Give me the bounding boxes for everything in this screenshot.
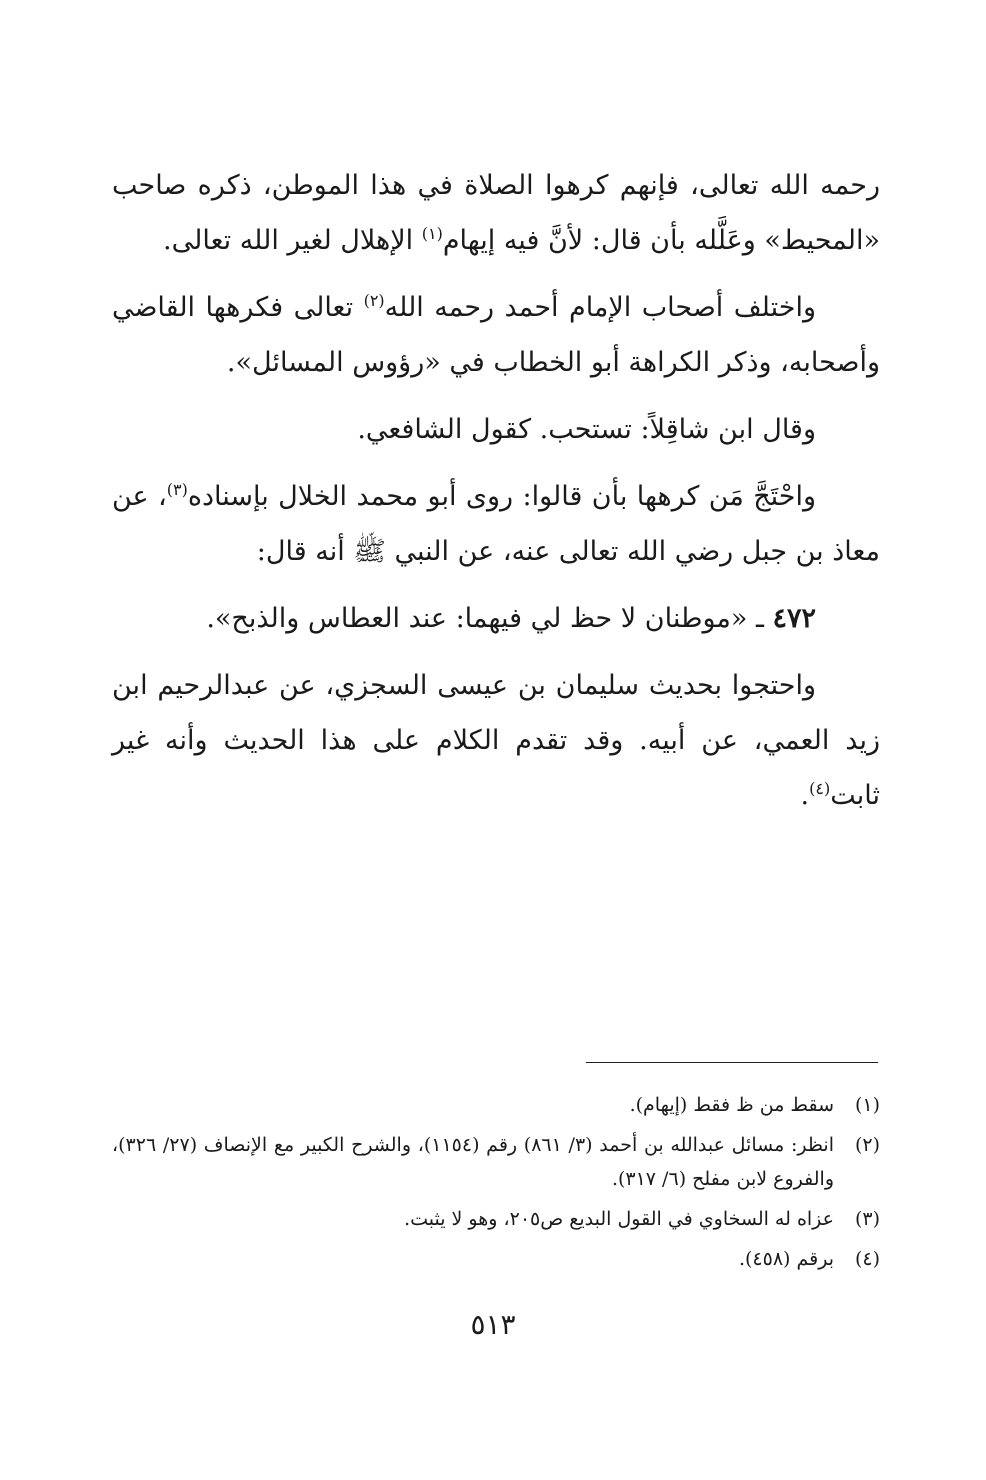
hadith-number: ٤٧٢: [772, 603, 816, 634]
footnote-text: انظر: مسائل عبدالله بن أحمد (٣/ ٨٦١) رقم (١١٥٤)، والشرح الكبير مع الإنصاف (٢٧/ ٣٢٦)، والفروع لابن مفلح (٦/ ٣١٧).: [112, 1134, 834, 1190]
footnotes: [112, 1088, 880, 1282]
hadith-paragraph: [112, 591, 880, 646]
text-run: واختلف أصحاب الإمام أحمد رحمه الله: [384, 292, 816, 323]
footnote-reference[interactable]: (١): [421, 224, 443, 243]
footnote-text: برقم (٤٥٨).: [738, 1248, 834, 1270]
footnote-number: (٣): [854, 1208, 880, 1230]
page-number: ٥١٣: [470, 1308, 516, 1341]
text-run: تعالى فكرهها القاضي وأصحابه، وذكر الكراهة أبو الخطاب في «رؤوس المسائل».: [112, 292, 880, 378]
footnote: [112, 1242, 880, 1276]
paragraph: [112, 158, 880, 268]
paragraph: [112, 469, 880, 579]
text-run: الإهلال لغير الله تعالى.: [163, 225, 422, 256]
footnote: [112, 1088, 880, 1122]
text-run: واحتجوا بحديث سليمان بن عيسى السجزي، عن عبدالرحيم ابن زيد العمي، عن أبيه. وقد تقدم الكلام على هذا الحديث وأنه غير ثابت: [112, 670, 880, 811]
footnote-text: عزاه له السخاوي في القول البديع ص٢٠٥، وهو لا يثبت.: [404, 1208, 834, 1230]
text-run: ، عن معاذ بن جبل رضي الله تعالى عنه، عن النبي ﷺ أنه قال:: [112, 481, 880, 567]
paragraph: [112, 658, 880, 823]
main-text: [112, 158, 880, 835]
footnote: [112, 1202, 880, 1236]
text-run: واحْتَجَّ مَن كرهها بأن قالوا: روى أبو محمد الخلال بإسناده: [187, 481, 817, 512]
footnote-number: (١): [854, 1094, 880, 1116]
hadith-text: ـ «موطنان لا حظ لي فيهما: عند العطاس والذبح».: [206, 603, 773, 634]
footnote: [112, 1128, 880, 1196]
footnote-number: (٤): [854, 1248, 880, 1270]
text-run: وقال ابن شاقِلاً: تستحب. كقول الشافعي.: [357, 414, 816, 445]
paragraph: [112, 280, 880, 390]
footnote-reference[interactable]: (٣): [166, 480, 188, 499]
footnote-reference[interactable]: (٤): [809, 779, 831, 798]
footnote-reference[interactable]: (٢): [363, 291, 385, 310]
paragraph: [112, 402, 880, 457]
text-run: .: [800, 780, 810, 811]
footnote-separator: [586, 1062, 878, 1063]
footnote-number: (٢): [854, 1134, 880, 1156]
text-run: رحمه الله تعالى، فإنهم كرهوا الصلاة في هذا الموطن، ذكره صاحب «المحيط» وعَلَّله بأن قال: لأنَّ فيه إيهام: [112, 170, 880, 256]
footnote-text: سقط من ظ فقط (إيهام).: [629, 1094, 834, 1116]
